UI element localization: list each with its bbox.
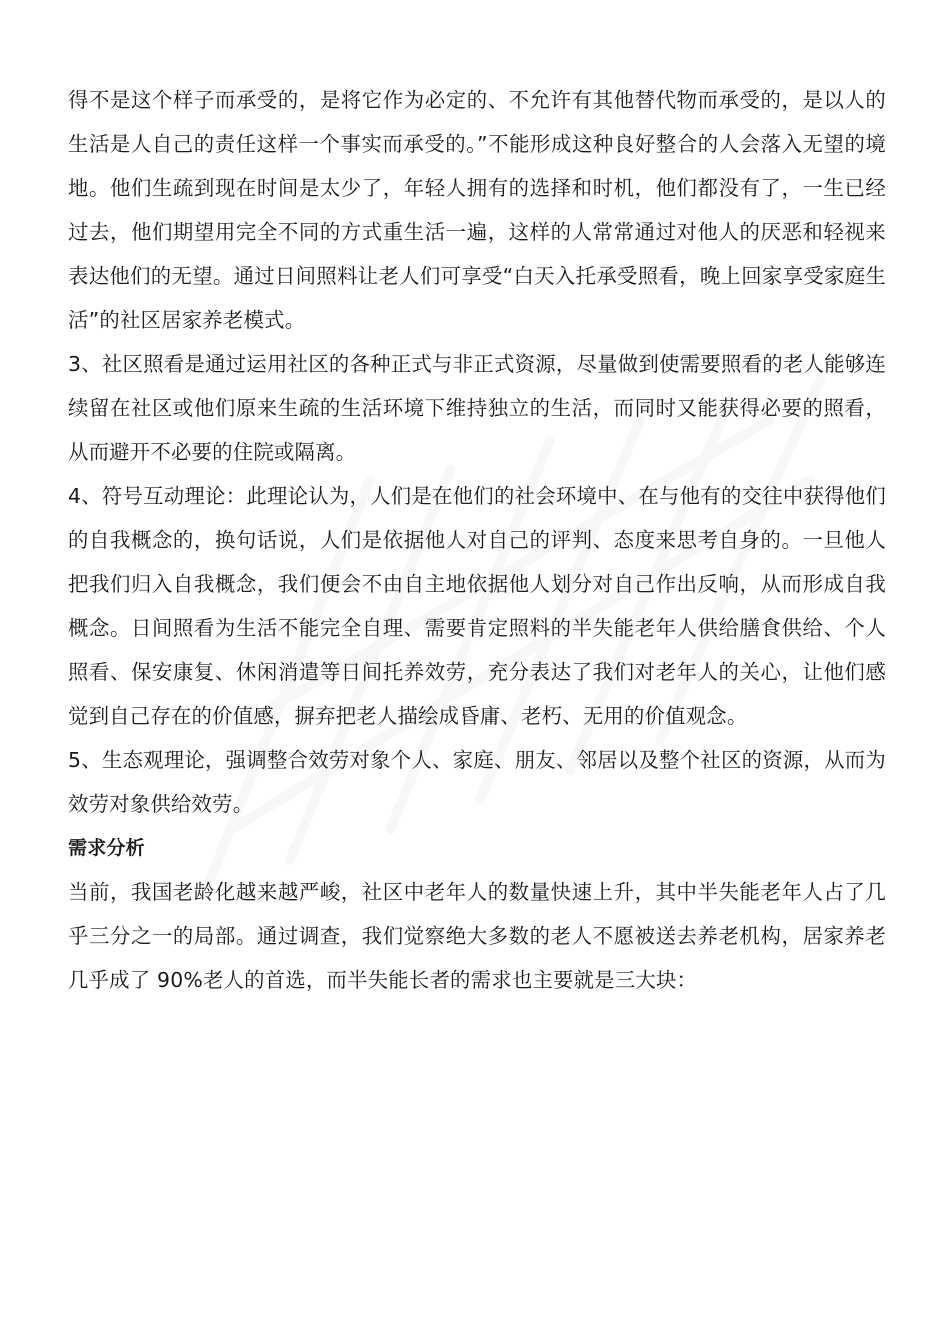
paragraph-ecological-theory: 5、生态观理论，强调整合效劳对象个人、家庭、朋友、邻居以及整个社区的资源，从而为效劳对象供给效劳。: [68, 748, 886, 816]
document-body: [68, 78, 886, 1002]
section-heading-needs-analysis: 需求分析: [68, 837, 145, 859]
paragraph-needs-analysis: 当前，我国老龄化越来越严峻，社区中老年人的数量快速上升，其中半失能老年人占了几乎三分之一的局部。通过调查，我们觉察绝大多数的老人不愿被送去养老机构，居家养老几乎成了 90%老人的首选，而半失能长者的需求也主要就是三大块：: [68, 880, 886, 992]
paragraph-integration-despair: 得不是这个样子而承受的，是将它作为必定的、不允许有其他替代物而承受的，是以人的生活是人自己的责任这样一个事实而承受的。”不能形成这种良好整合的人会落入无望的境地。他们生疏到现在时间是太少了，年轻人拥有的选择和时机，他们都没有了，一生已经过去，他们期望用完全不同的方式重生活一遍，这样的人常常通过对他人的厌恶和轻视来表达他们的无望。通过日间照料让老人们可享受“白天入托承受照看，晚上回家享受家庭生活”的社区居家养老模式。: [68, 88, 886, 332]
paragraph-community-care: 3、社区照看是通过运用社区的各种正式与非正式资源，尽量做到使需要照看的老人能够连续留在社区或他们原来生疏的生活环境下维持独立的生活，而同时又能获得必要的照看，从而避开不必要的住院或隔离。: [68, 352, 886, 464]
paragraph-symbolic-interaction: 4、符号互动理论：此理论认为，人们是在他们的社会环境中、在与他有的交往中获得他们的自我概念的，换句话说，人们是依据他人对自己的评判、态度来思考自身的。一旦他人把我们归入自我概念，我们便会不由自主地依据他人划分对自己作出反响，从而形成自我概念。日间照看为生活不能完全自理、需要肯定照料的半失能老年人供给膳食供给、个人照看、保安康复、休闲消遣等日间托养效劳，充分表达了我们对老年人的关心，让他们感觉到自己存在的价值感，摒弃把老人描绘成昏庸、老朽、无用的价值观念。: [68, 484, 886, 728]
